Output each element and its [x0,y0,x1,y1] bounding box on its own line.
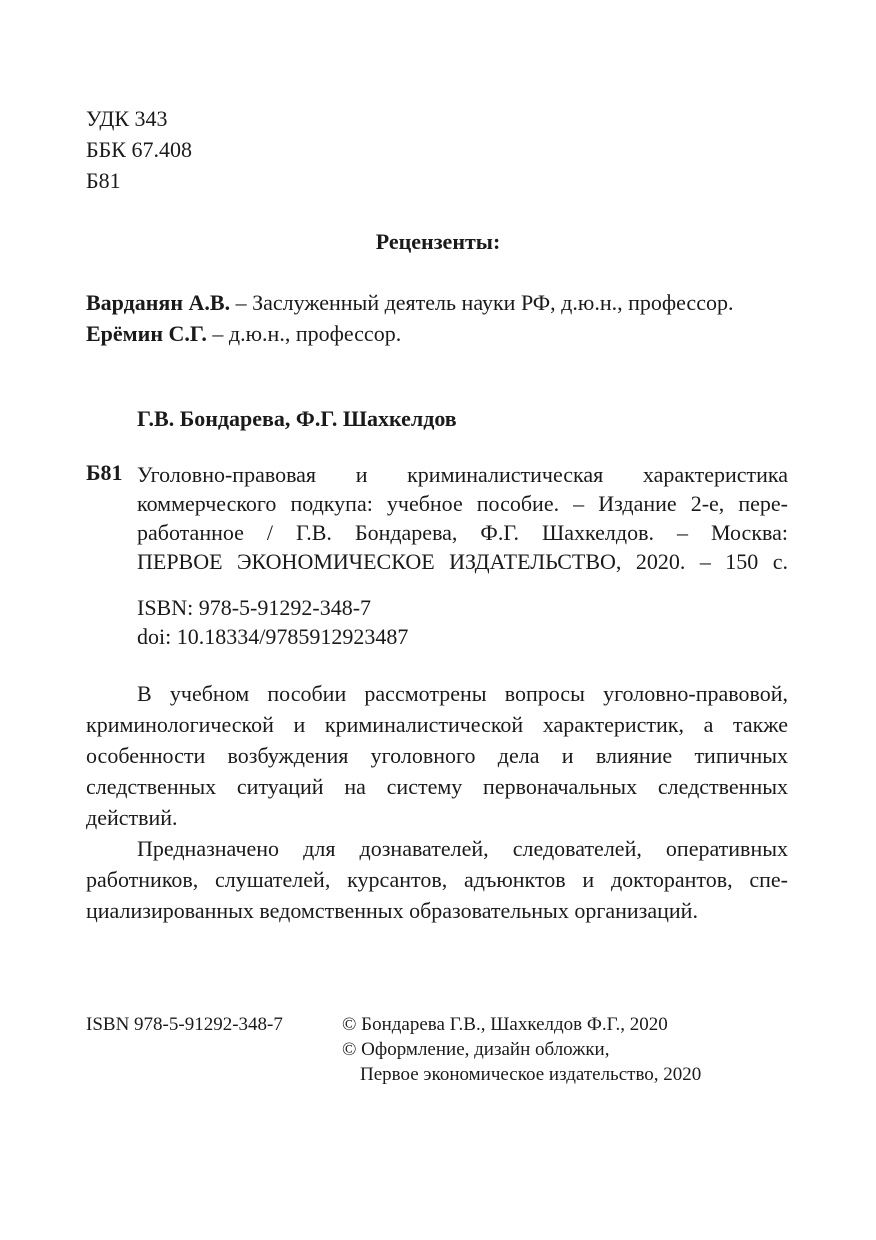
reviewer-name: Ерёмин С.Г. [86,321,207,346]
bib-doi: doi: 10.18334/9785912923487 [137,624,409,649]
reviewer-desc: – д.ю.н., профессор. [206,321,402,346]
reviewer-line [86,321,401,347]
bib-line: Уголовно-правовая и криминалистическая характеристика [137,462,788,487]
annotation-line: циализированных ведомственных образовательных организаций. [86,898,698,923]
annotation-line: действий. [86,805,178,830]
bbk-code: ББК 67.408 [86,137,192,162]
annotation-line: Предназначено для дознавателей, следователей, оперативных [137,836,788,861]
bib-author-mark: Б81 [86,460,123,485]
annotation-line: криминологической и криминалистической характеристик, а также [86,712,788,737]
bib-line: коммерческого подкупа: учебное пособие. – Издание 2-е, пере- [137,491,788,516]
authors: Г.В. Бондарева, Ф.Г. Шахкелдов [137,406,457,431]
bib-line: ПЕРВОЕ ЭКОНОМИЧЕСКОЕ ИЗДАТЕЛЬСТВО, 2020. – 150 с. [137,549,788,574]
bib-description [137,460,788,576]
copyright-line: © Бондарева Г.В., Шахкелдов Ф.Г., 2020 [342,1014,668,1035]
annotation [86,678,788,926]
bib-isbn: ISBN: 978-5-91292-348-7 [137,595,372,620]
reviewer-line [86,290,733,316]
annotation-line: работников, слушателей, курсантов, адъюнктов и докторантов, спе- [86,867,788,892]
copyright-line: © Оформление, дизайн обложки, [342,1039,610,1060]
footer-isbn: ISBN 978-5-91292-348-7 [86,1014,283,1035]
copyright-line: Первое экономическое издательство, 2020 [360,1064,702,1085]
udk-code: УДК 343 [86,106,168,131]
bib-line: работанное / Г.В. Бондарева, Ф.Г. Шахкелдов. – Москва: [137,520,788,545]
reviewer-desc: – Заслуженный деятель науки РФ, д.ю.н., профессор. [230,290,734,315]
author-mark: Б81 [86,168,121,193]
annotation-line: особенности возбуждения уголовного дела и влияние типичных [86,743,788,768]
reviewer-name: Варданян А.В. [86,290,231,315]
reviewers-heading: Рецензенты: [375,229,501,254]
annotation-line: В учебном пособии рассмотрены вопросы уголовно-правовой, [137,681,788,706]
annotation-line: следственных ситуаций на систему первоначальных следственных [86,774,788,799]
